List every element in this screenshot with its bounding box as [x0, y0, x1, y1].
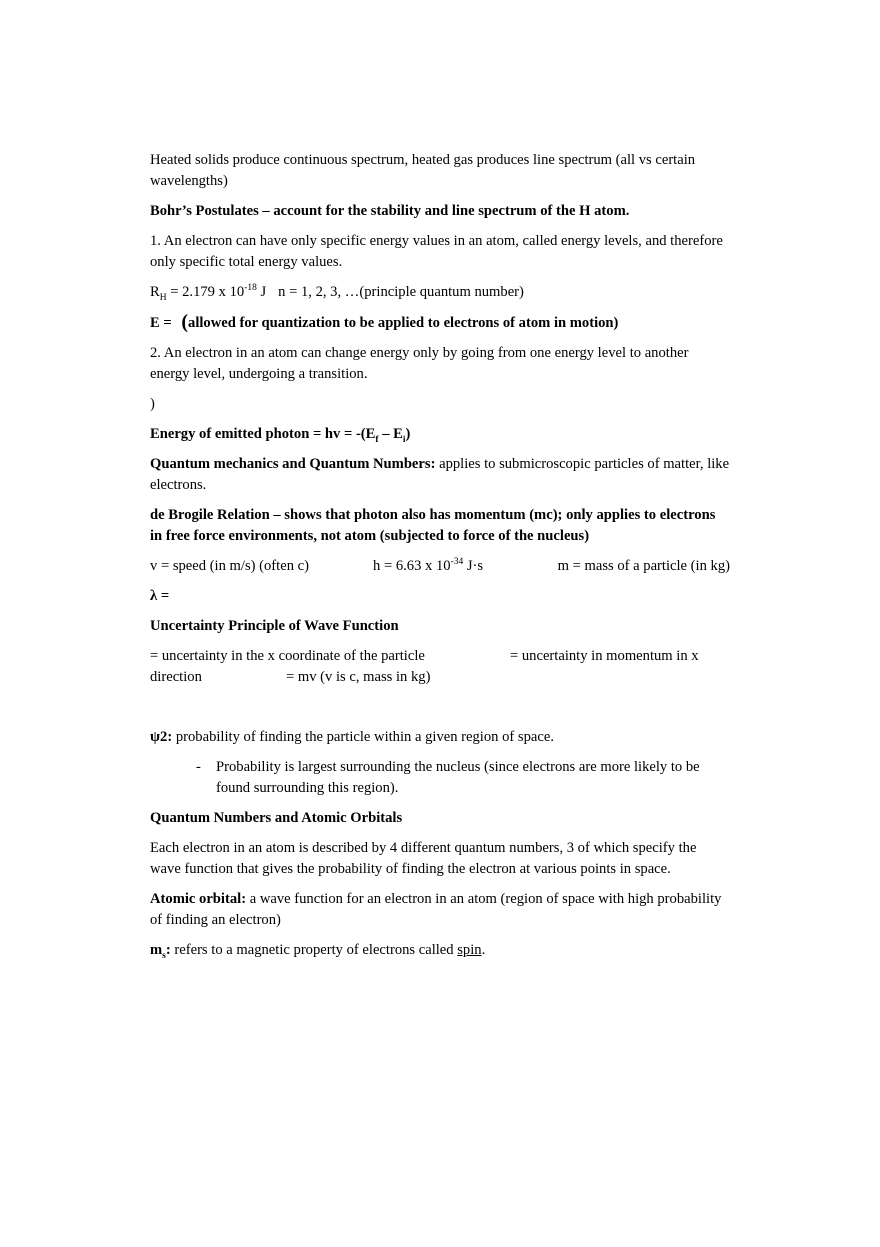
rh-sub: H: [159, 292, 167, 303]
rh-unit: J: [256, 284, 267, 300]
paragraph-quantum-numbers: Each electron in an atom is described by 4 different quantum numbers, 3 of which specify the wave function that gives the probability of finding the electron at various points in space.: [150, 840, 697, 877]
photon-sub-i: i: [402, 434, 406, 445]
rydberg-line: [150, 282, 730, 303]
uncertainty-x: = uncertainty in the x coordinate of the particle: [150, 648, 425, 664]
paragraph-spectrum: Heated solids produce continuous spectrum, heated gas produces line spectrum (all vs certain wavelengths): [150, 152, 696, 189]
heading-quantum-numbers: [150, 808, 730, 829]
bohr-heading-text: Bohr’s Postulates – account for the stability and line spectrum of the H atom.: [150, 203, 630, 219]
photon-sub-f: f: [375, 434, 379, 445]
qn-heading-text: Quantum Numbers and Atomic Orbitals: [150, 810, 403, 826]
uncertainty-row-1: [150, 646, 730, 667]
var-h-prefix: h = 6.63 x 10: [373, 558, 451, 574]
paragraph-postulate-1: 1. An electron can have only specific energy values in an atom, called energy levels, and therefore only specific total energy values.: [150, 233, 723, 270]
ms-colon: :: [165, 942, 171, 958]
heading-uncertainty: [150, 616, 730, 637]
bullet-text: Probability is largest surrounding the nucleus (since electrons are more likely to be found surrounding this region).: [216, 759, 700, 796]
photon-energy-line: [150, 424, 730, 445]
debroglie-text: de Brogile Relation – shows that photon also has momentum (mc); only applies to electrons in free force environments, not atom (subjected to force of the nucleus): [150, 507, 716, 544]
lambda-line: [150, 586, 730, 607]
heading-bohr: [150, 201, 730, 222]
paragraph-ms: [150, 940, 730, 961]
photon-suffix: ): [405, 426, 411, 442]
energy-label: E =: [150, 315, 176, 331]
photon-mid: – E: [378, 426, 403, 442]
energy-paren: (: [181, 311, 189, 333]
qm-text: applies to submicroscopic particles of matter, like electrons.: [150, 456, 730, 493]
ms-sub: s: [162, 950, 166, 961]
var-h: [373, 556, 483, 577]
uncertainty-p: = uncertainty in momentum in x: [510, 648, 699, 664]
paragraph-postulate-2: 2. An electron in an atom can change energy only by going from one energy level to another energy level, undergoing a transition.: [150, 345, 689, 382]
variables-row: [150, 556, 730, 577]
ms-text: refers to a magnetic property of electrons called: [170, 942, 458, 958]
ms-end: .: [481, 942, 486, 958]
paragraph-atomic-orbital: [150, 889, 730, 931]
var-h-suffix: J·s: [463, 558, 484, 574]
list-item: [150, 757, 730, 799]
n-values: n = 1, 2, 3, …(principle quantum number): [278, 284, 524, 300]
document-page: [150, 150, 730, 970]
lambda-text: λ =: [150, 588, 170, 604]
uncertainty-direction: direction: [150, 669, 202, 685]
rh-exponent: -18: [244, 283, 257, 294]
var-m: m = mass of a particle (in kg): [557, 558, 730, 574]
energy-text: allowed for quantization to be applied to electrons of atom in motion): [188, 315, 619, 331]
paragraph-quantum-mechanics: [150, 454, 730, 496]
orbital-bold: Atomic orbital:: [150, 891, 247, 907]
uncertainty-block: [150, 646, 730, 688]
uncertainty-row-2: [150, 667, 730, 688]
lone-paren: ): [150, 396, 155, 412]
var-h-exponent: -34: [450, 557, 464, 568]
spin-link: spin: [457, 942, 482, 958]
energy-line: [150, 312, 730, 334]
uncertainty-heading-text: Uncertainty Principle of Wave Function: [150, 618, 399, 634]
paragraph-psi: [150, 727, 730, 748]
qm-bold: Quantum mechanics and Quantum Numbers:: [150, 456, 436, 472]
photon-prefix: Energy of emitted photon = hv = -(E: [150, 426, 376, 442]
rh-value: = 2.179 x 10: [166, 284, 245, 300]
bullet-dash: -: [196, 759, 201, 775]
uncertainty-mv: = mv (v is c, mass in kg): [286, 669, 431, 685]
paragraph-debroglie: [150, 505, 730, 547]
var-v: v = speed (in m/s) (often c): [150, 558, 309, 574]
ms-label: m: [150, 942, 163, 958]
psi-text: probability of finding the particle within a given region of space.: [172, 729, 554, 745]
rh-label: R: [150, 284, 160, 300]
spacer: [150, 697, 730, 727]
orbital-text: a wave function for an electron in an atom (region of space with high probability of finding an electron): [150, 891, 722, 928]
psi-bold: ψ2:: [150, 729, 173, 745]
